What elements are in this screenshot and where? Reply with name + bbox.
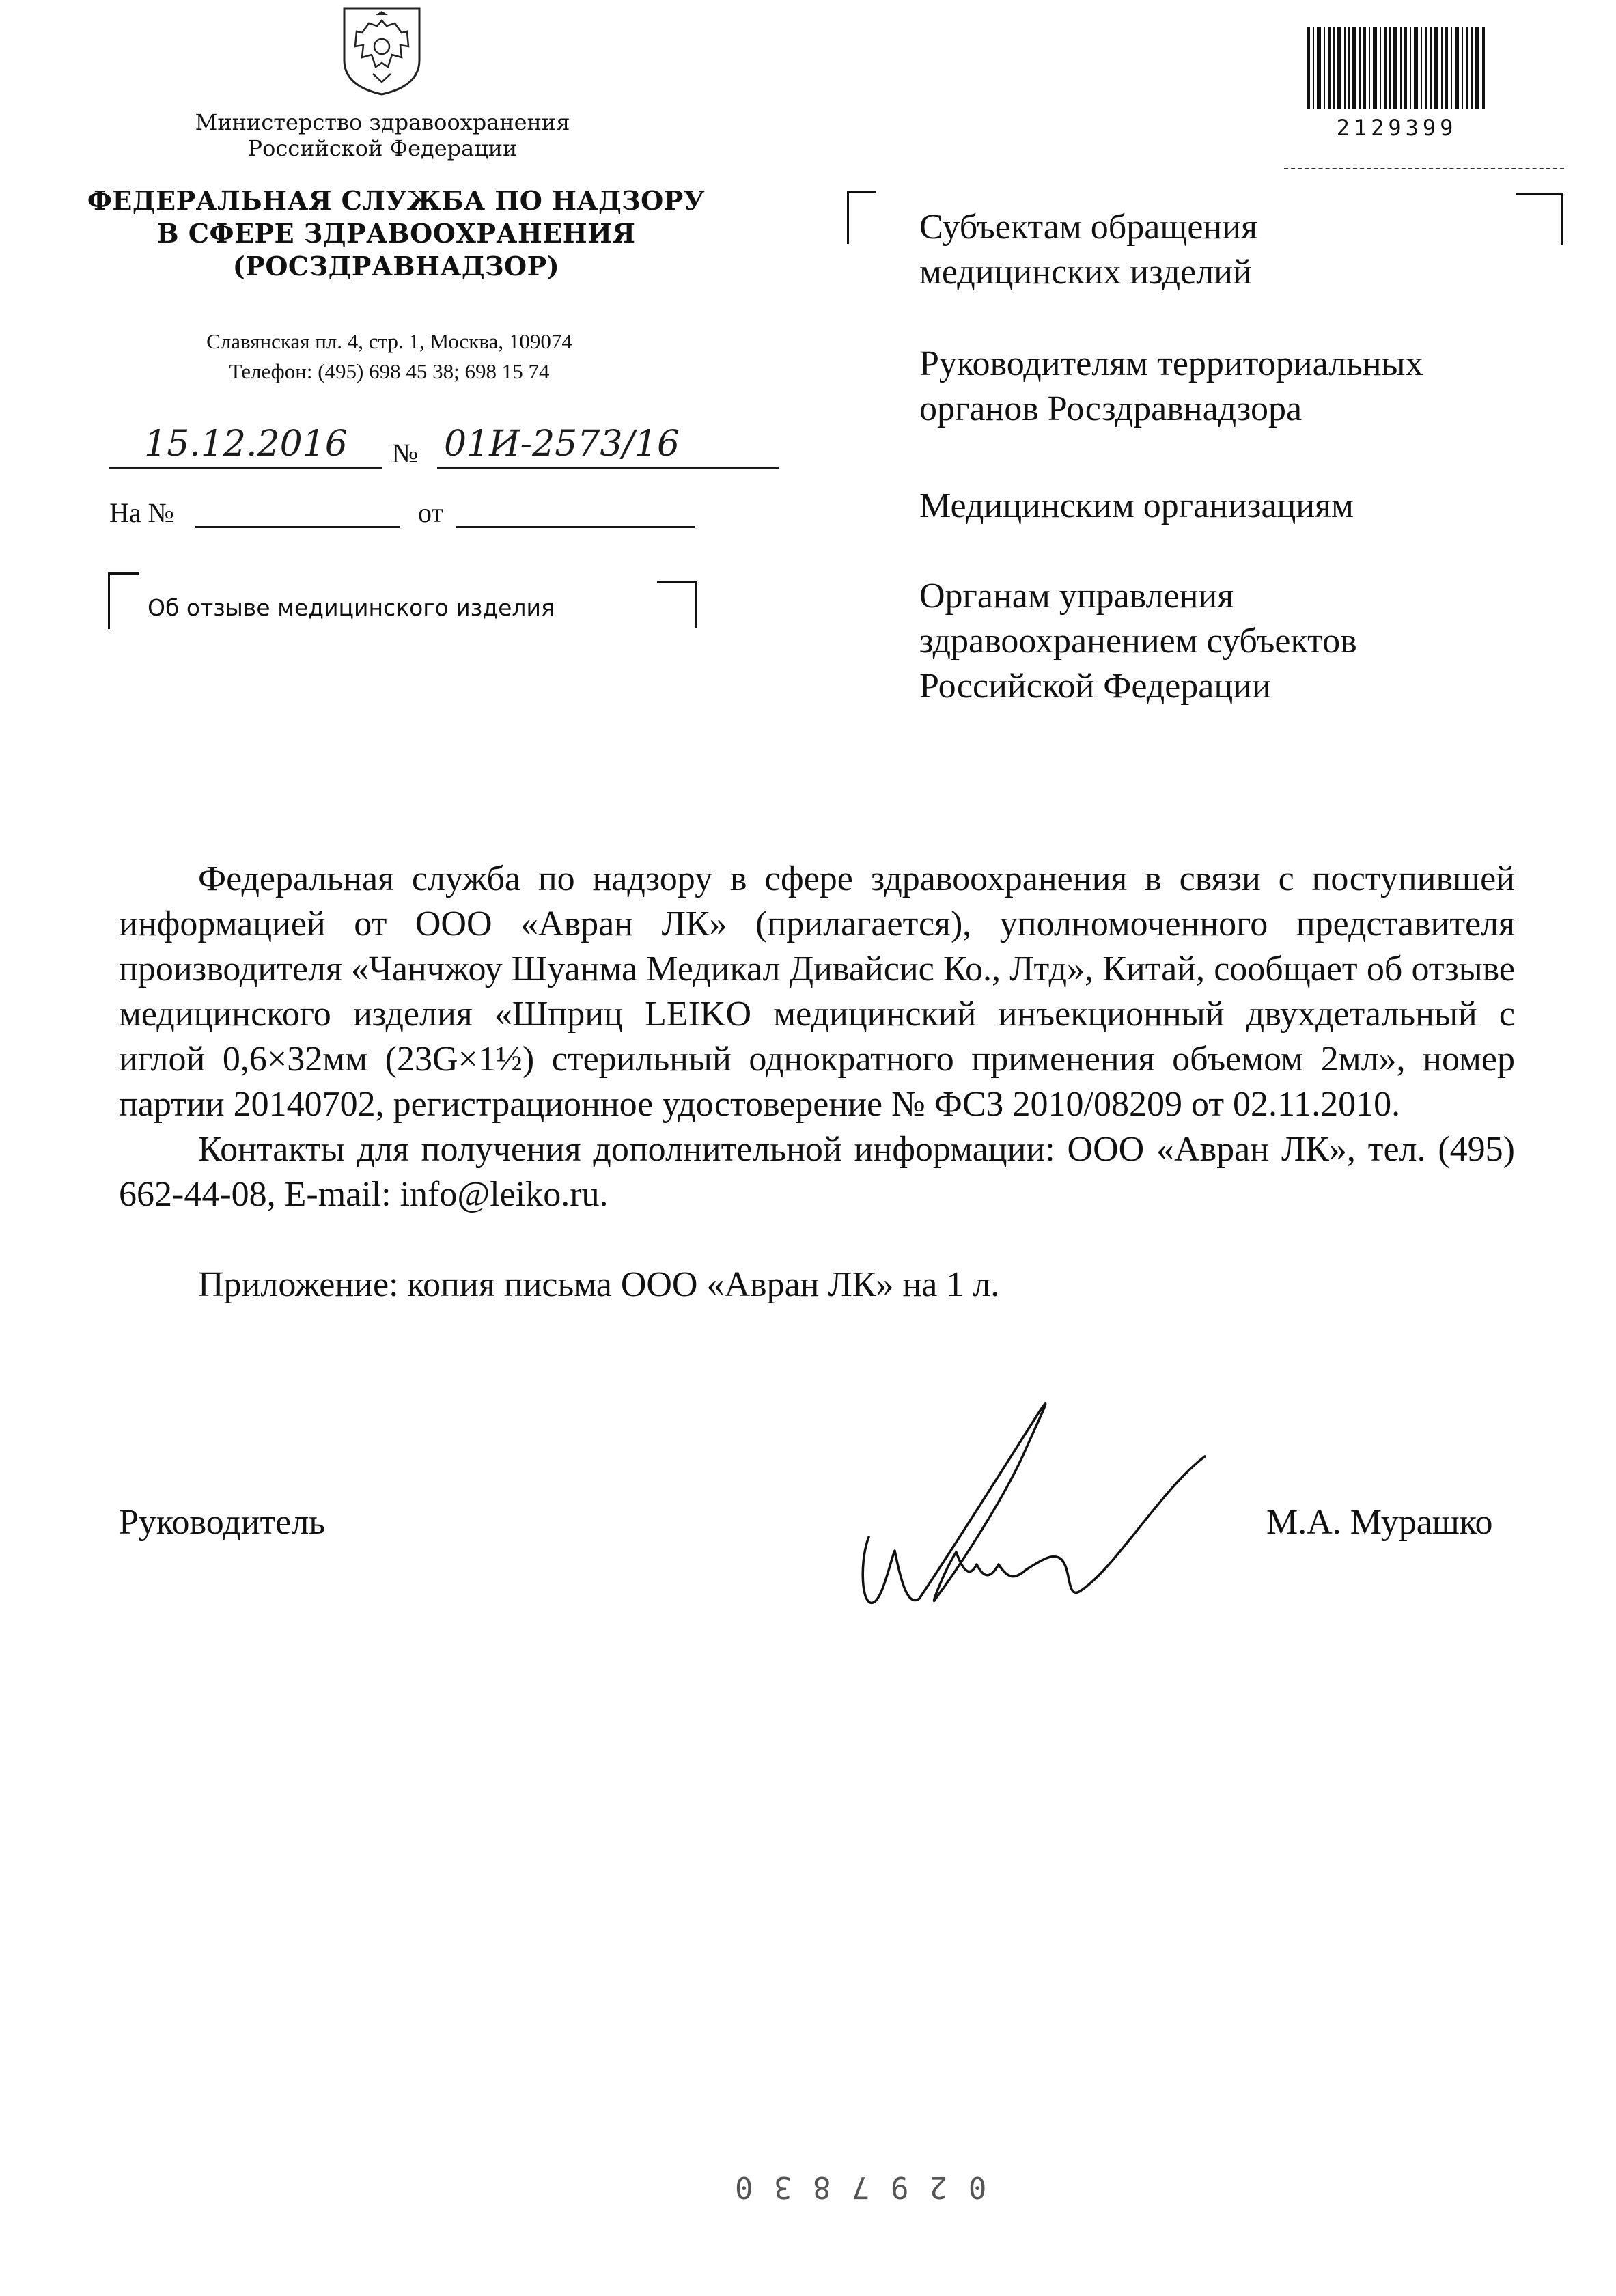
agency-address: Славянская пл. 4, стр. 1, Москва, 109074 bbox=[206, 329, 572, 353]
addressee-1-line2: медицинских изделий bbox=[919, 253, 1252, 292]
coat-of-arms-emblem bbox=[342, 5, 422, 96]
from-label: от bbox=[418, 497, 443, 528]
ministry-name-line2: Российской Федерации bbox=[247, 135, 518, 161]
number-value: 01И-2573/16 bbox=[444, 424, 680, 465]
barcode-number: 2129399 bbox=[1336, 115, 1458, 141]
subject-bracket-right bbox=[657, 581, 697, 628]
letter-body bbox=[119, 857, 1515, 1308]
addressee-2-line2: органов Росздравнадзора bbox=[919, 389, 1302, 428]
addressee-2-line1: Руководителям территориальных bbox=[919, 344, 1423, 383]
date-field bbox=[109, 424, 382, 469]
subject-bracket-left bbox=[108, 572, 139, 629]
handwritten-signature bbox=[854, 1394, 1236, 1619]
letter-subject: Об отзыве медицинского изделия bbox=[148, 594, 555, 621]
addressee-4-line2: здравоохранением субъектов bbox=[919, 622, 1357, 661]
number-label: № bbox=[392, 438, 419, 469]
addressee-3-line1: Медицинским организациям bbox=[919, 486, 1354, 525]
body-paragraph-2: Контакты для получения дополнительной информации: ООО «Авран ЛК», тел. (495) 662-44-08, E-mail: info@leiko.ru. bbox=[119, 1130, 1515, 1214]
barcode-underline bbox=[1284, 168, 1564, 169]
in-reply-label: На № bbox=[109, 497, 174, 528]
addressee-3 bbox=[919, 484, 1354, 529]
date-value: 15.12.2016 bbox=[144, 424, 348, 465]
agency-name-line1: ФЕДЕРАЛЬНАЯ СЛУЖБА ПО НАДЗОРУ bbox=[87, 185, 706, 216]
barcode bbox=[1307, 27, 1486, 109]
from-date-field bbox=[456, 493, 695, 528]
addressee-4 bbox=[919, 574, 1357, 709]
in-reply-number-field bbox=[195, 493, 400, 528]
ministry-name-line1: Министерство здравоохранения bbox=[195, 109, 570, 135]
addressee-4-line1: Органам управления bbox=[919, 577, 1234, 616]
addressee-bracket-left bbox=[847, 191, 876, 244]
body-paragraph-1: Федеральная служба по надзору в сфере здравоохранения в связи с поступившей информацией от ООО «Авран ЛК» (прилагается), уполномоченного представителя производителя «Чанчжоу Шуанма Медикал Дивайсис Ко., Лтд», Китай, сообщает об отзыве медицинского изделия «Шприц LEIKO медицинский инъекционный двухдетальный с иглой 0,6×32мм (23G×1½) стерильный однократного применения объемом 2мл», номер партии 20140702, регистрационное удостоверение № ФСЗ 2010/08209 от 02.11.2010. bbox=[119, 859, 1515, 1124]
number-field bbox=[437, 424, 779, 469]
footer-stamp: 0 2 9 7 8 3 0 bbox=[734, 2170, 987, 2204]
signatory-position: Руководитель bbox=[119, 1503, 325, 1542]
addressee-bracket-right bbox=[1516, 193, 1563, 245]
attachment-note: Приложение: копия письма ООО «Авран ЛК» на 1 л. bbox=[198, 1265, 1000, 1304]
addressee-1-line1: Субъектам обращения bbox=[919, 208, 1257, 247]
addressee-1 bbox=[919, 205, 1257, 295]
signatory-name: М.А. Мурашко bbox=[1266, 1503, 1493, 1542]
agency-name-line2: В СФЕРЕ ЗДРАВООХРАНЕНИЯ bbox=[156, 218, 636, 249]
addressee-4-line3: Российской Федерации bbox=[919, 667, 1271, 706]
agency-phone: Телефон: (495) 698 45 38; 698 15 74 bbox=[229, 359, 550, 383]
addressee-2 bbox=[919, 342, 1423, 432]
agency-name-line3: (РОСЗДРАВНАДЗОР) bbox=[232, 251, 560, 281]
